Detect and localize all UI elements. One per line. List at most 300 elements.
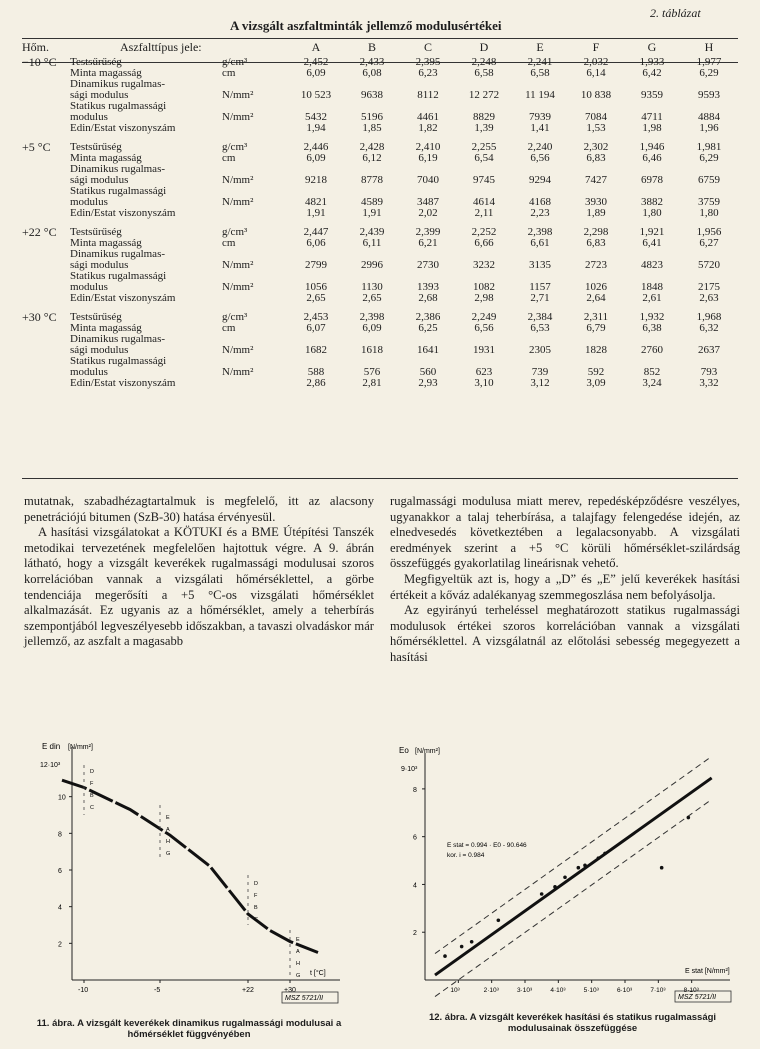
fig12-data-point <box>460 945 464 949</box>
value-cell: 9218 <box>305 174 327 186</box>
value-cell: 2,65 <box>362 292 382 304</box>
value-cell: 2,384 <box>527 311 553 323</box>
fig12-data-point <box>470 940 474 944</box>
value-cell: 2,86 <box>306 377 326 389</box>
value-cell: 6,66 <box>474 237 494 249</box>
property-label: Testsűrűség <box>70 311 122 323</box>
fig11-xtick-label: -10 <box>78 987 89 994</box>
table-number: 2. táblázat <box>650 6 701 20</box>
value-cell: 6,09 <box>362 322 382 334</box>
unit-cell <box>222 378 288 389</box>
value-cell: 1,98 <box>642 122 662 134</box>
value-cell: 2,447 <box>303 226 329 238</box>
property-label: Statikus rugalmassági <box>70 270 167 282</box>
value-cell: 11 194 <box>525 89 555 101</box>
value-cell: 4461 <box>417 111 439 123</box>
value-cell: 6,11 <box>362 237 382 249</box>
value-cell: 7427 <box>585 174 607 186</box>
value-cell: 6,61 <box>530 237 550 249</box>
value-cell: 1,80 <box>699 207 719 219</box>
fig11-marker-label: B <box>90 793 94 799</box>
value-cell: 6,41 <box>642 237 662 249</box>
value-cell: 1931 <box>473 344 495 356</box>
property-label: modulus <box>70 111 108 123</box>
fig12-xunit: E stat [N/mm²] <box>685 968 730 975</box>
value-cell: 3135 <box>529 259 551 271</box>
paragraph: A hasítási vizsgálatokat a KÖTUKI és a BME Útépítési Tanszék metodikai tervezetének megfelelően hajtottuk végre. A 9. ábrán látható, hogy a vizsgált keverékek rugalmassági modulusai szoros korrelációban vannak a vizsgálati hőmérséklettel, a görbe tendenciája megerősíti a +5 °C-os vizsgálati hőmérséklet alkalmazását. Ez ugyanis az a hőmérséklet, amely a teherbírás szempontjából legveszélyesebb időszakban, a tavaszi olvadáskor már jellemző, az aszfalt a magasabb <box>24 525 374 649</box>
value-cell: 3930 <box>585 196 607 208</box>
figure-11-caption: 11. ábra. A vizsgált keverékek dinamikus rugalmassági modulusai a hőmérséklet függvényében <box>36 1018 342 1040</box>
value-cell: 6,38 <box>642 322 662 334</box>
property-label: Testsűrűség <box>70 226 122 238</box>
fig12-equation: E stat = 0.994 · E0 - 90.646 <box>447 842 527 849</box>
value-cell: 1,80 <box>642 207 662 219</box>
unit-cell: g/cm³ <box>222 56 248 68</box>
table-row <box>22 378 738 389</box>
value-cell: 1618 <box>361 344 383 356</box>
property-label: Dinamikus rugalmas- <box>70 333 166 345</box>
value-cell: 2,11 <box>474 207 494 219</box>
property-label: Edin/Estat viszonyszám <box>70 207 176 219</box>
property-label: Dinamikus rugalmas- <box>70 78 166 90</box>
property-label: Testsűrűség <box>70 56 122 68</box>
property-label: Testsűrűség <box>70 141 122 153</box>
value-cell: 7084 <box>585 111 607 123</box>
value-cell: 2,032 <box>583 56 609 68</box>
value-cell: 6,58 <box>474 67 494 79</box>
value-cell: 576 <box>363 366 381 378</box>
unit-cell: N/mm² <box>222 174 254 186</box>
table-row <box>22 208 738 219</box>
value-cell: 2305 <box>529 344 551 356</box>
fig11-marker-label: H <box>166 839 170 845</box>
unit-cell: cm <box>222 237 236 249</box>
value-cell: 2,452 <box>303 56 329 68</box>
value-cell: 2,252 <box>471 226 497 238</box>
property-label: sági modulus <box>70 259 129 271</box>
unit-cell <box>222 208 288 219</box>
value-cell: 5432 <box>305 111 327 123</box>
value-cell: 1082 <box>473 281 495 293</box>
header-col-b: B <box>367 40 376 54</box>
fig11-stamp: MSZ 5721/II <box>285 995 324 1002</box>
value-cell: 9593 <box>698 89 720 101</box>
value-cell: 6,06 <box>306 237 326 249</box>
value-cell: 2,68 <box>418 292 438 304</box>
value-cell: 6,19 <box>418 152 438 164</box>
value-cell: 6,56 <box>530 152 550 164</box>
unit-cell: N/mm² <box>222 366 254 378</box>
fig11-marker-label: A <box>166 827 170 833</box>
value-cell: 2,64 <box>586 292 606 304</box>
fig12-data-point <box>540 892 544 896</box>
unit-cell: N/mm² <box>222 196 254 208</box>
fig11-ytick-label: 6 <box>58 868 62 875</box>
table-header-row <box>22 38 738 57</box>
figure-12-chart <box>395 735 740 1010</box>
value-cell: 2,311 <box>583 311 609 323</box>
value-cell: 2,255 <box>471 141 497 153</box>
value-cell: 1,89 <box>586 207 606 219</box>
value-cell: 4821 <box>305 196 327 208</box>
property-label: Minta magasság <box>70 237 142 249</box>
value-cell: 10 523 <box>300 89 332 101</box>
value-cell: 1,956 <box>696 226 722 238</box>
value-cell: 592 <box>587 366 605 378</box>
text-column-left <box>24 494 374 650</box>
fig11-marker-label: E <box>296 937 300 943</box>
value-cell: 2637 <box>698 344 720 356</box>
property-label: Minta magasság <box>70 152 142 164</box>
fig11-marker-label: D <box>254 881 258 887</box>
value-cell: 2,410 <box>415 141 441 153</box>
value-cell: 2,395 <box>415 56 441 68</box>
value-cell: 6,09 <box>306 67 326 79</box>
fig11-ytick-label: 2 <box>58 941 62 949</box>
property-label: Statikus rugalmassági <box>70 185 167 197</box>
fig12-correlation: kor. i = 0.984 <box>447 852 485 859</box>
value-cell: 6,29 <box>699 67 719 79</box>
text-column-right <box>390 494 740 666</box>
value-cell: 1,933 <box>639 56 665 68</box>
value-cell: 6,56 <box>474 322 494 334</box>
value-cell: 4711 <box>641 111 663 123</box>
value-cell: 2799 <box>305 259 327 271</box>
fig12-ytick-label: 2 <box>413 930 417 938</box>
property-label: sági modulus <box>70 174 129 186</box>
fig12-xtick-label: 10³ <box>450 987 460 994</box>
value-cell: 9359 <box>641 89 663 101</box>
fig11-marker-label: C <box>254 917 258 923</box>
value-cell: 1848 <box>641 281 663 293</box>
figure-12-caption: 12. ábra. A vizsgált keverékek hasítási és statikus rugalmassági modulusainak összefüggése <box>428 1012 717 1034</box>
value-cell: 1,932 <box>639 311 665 323</box>
fig12-data-point <box>577 866 581 870</box>
property-label: Minta magasság <box>70 322 142 334</box>
value-cell: 2760 <box>641 344 663 356</box>
paragraph: Megfigyeltük azt is, hogy a „D” és „E” jelű keverékek hasítási értékeit a kőváz adalékanyag szemmegoszlása nem befolyásolja. <box>390 571 740 602</box>
fig12-ytick-label: 4 <box>413 882 417 890</box>
value-cell: 2,248 <box>471 56 497 68</box>
fig11-marker-label: E <box>166 815 170 821</box>
value-cell: 2,446 <box>303 141 329 153</box>
fig11-ytop: 12·10³ <box>40 762 61 769</box>
value-cell: 9638 <box>361 89 383 101</box>
value-cell: 2,298 <box>583 226 609 238</box>
value-cell: 1,91 <box>362 207 382 219</box>
value-cell: 2,240 <box>527 141 553 153</box>
value-cell: 2,386 <box>415 311 441 323</box>
fig12-data-point <box>553 885 557 889</box>
value-cell: 1,96 <box>699 122 719 134</box>
value-cell: 6,21 <box>418 237 438 249</box>
temperature-cell: +30 °C <box>22 310 57 324</box>
fig11-marker-label: B <box>254 905 258 911</box>
header-col-a: A <box>311 40 321 54</box>
fig12-regression-line <box>435 778 712 975</box>
value-cell: 6759 <box>698 174 720 186</box>
paragraph: Az egyirányú terheléssel meghatározott statikus rugalmassági modulusok értékei szoros korrelációban vannak a vizsgálati hőmérséklettel. A vizsgálatnál az előtolási sebesség megegyezett a hasítási <box>390 603 740 664</box>
value-cell: 1026 <box>585 281 607 293</box>
fig11-xtick-label: +30 <box>284 987 296 994</box>
value-cell: 2,399 <box>415 226 441 238</box>
value-cell: 2,61 <box>642 292 662 304</box>
value-cell: 1,981 <box>696 141 722 153</box>
value-cell: 3487 <box>417 196 439 208</box>
fig12-lower-band <box>435 799 712 996</box>
paragraph: mutatnak, szabadhézagtartalmuk is megfelelő, itt az alacsony penetrációjú bitumen (SzB-30) hatása érvényesül. <box>24 494 374 524</box>
value-cell: 2,81 <box>362 377 382 389</box>
value-cell: 12 272 <box>468 89 500 101</box>
value-cell: 6,29 <box>699 152 719 164</box>
value-cell: 2723 <box>585 259 607 271</box>
fig12-data-point <box>583 864 587 868</box>
fig11-ytick-label: 10 <box>58 794 66 802</box>
value-cell: 588 <box>307 366 325 378</box>
value-cell: 2,302 <box>583 141 609 153</box>
value-cell: 2996 <box>361 259 383 271</box>
unit-cell: cm <box>222 152 236 164</box>
unit-cell: N/mm² <box>222 281 254 293</box>
value-cell: 2,453 <box>303 311 329 323</box>
fig12-ytick-label: 8 <box>413 786 417 794</box>
value-cell: 3232 <box>473 259 495 271</box>
value-cell: 560 <box>419 366 437 378</box>
value-cell: 6,54 <box>474 152 494 164</box>
fig12-xtick-label: 2·10³ <box>483 987 499 994</box>
value-cell: 7040 <box>417 174 439 186</box>
temperature-cell: +22 °C <box>22 225 57 239</box>
value-cell: 852 <box>643 366 661 378</box>
value-cell: 8778 <box>361 174 383 186</box>
property-label: Statikus rugalmassági <box>70 100 167 112</box>
value-cell: 1,94 <box>306 122 326 134</box>
fig11-marker-label: G <box>296 973 301 979</box>
value-cell: 6,83 <box>586 152 606 164</box>
property-label: sági modulus <box>70 89 129 101</box>
fig11-marker-label: F <box>254 893 258 899</box>
value-cell: 2,71 <box>530 292 550 304</box>
value-cell: 1,91 <box>306 207 326 219</box>
value-cell: 793 <box>700 366 718 378</box>
fig11-xtick-label: -5 <box>154 987 161 994</box>
fig12-yunit: [N/mm²] <box>415 748 440 755</box>
value-cell: 1828 <box>585 344 607 356</box>
fig11-ytick-label: 8 <box>58 831 62 839</box>
property-label: modulus <box>70 366 108 378</box>
value-cell: 1,977 <box>696 56 722 68</box>
fig12-xtick-label: 3·10³ <box>517 987 533 994</box>
table-caption: A vizsgált aszfaltminták jellemző modulusértékei <box>230 18 502 33</box>
value-cell: 3,12 <box>530 377 550 389</box>
value-cell: 2,98 <box>474 292 494 304</box>
value-cell: 2,63 <box>699 292 719 304</box>
value-cell: 6,79 <box>586 322 606 334</box>
fig12-data-point <box>660 866 664 870</box>
modulus-table <box>22 38 738 389</box>
value-cell: 6,09 <box>306 152 326 164</box>
header-col-e: E <box>536 40 544 54</box>
value-cell: 6,53 <box>530 322 550 334</box>
value-cell: 4589 <box>361 196 383 208</box>
fig12-data-point <box>497 918 501 922</box>
fig11-curve <box>62 780 318 952</box>
unit-cell: g/cm³ <box>222 311 248 323</box>
value-cell: 6,32 <box>699 322 719 334</box>
fig11-ylabel: E din <box>42 742 61 751</box>
property-label: modulus <box>70 196 108 208</box>
value-cell: 6,12 <box>362 152 382 164</box>
fig12-xtick-label: 5·10³ <box>583 987 599 994</box>
unit-cell: g/cm³ <box>222 226 248 238</box>
unit-cell: N/mm² <box>222 259 254 271</box>
fig12-ytick-label: 6 <box>413 834 417 842</box>
fig12-data-point <box>563 875 567 879</box>
fig12-data-point <box>603 852 607 856</box>
value-cell: 2,433 <box>359 56 385 68</box>
value-cell: 3,24 <box>642 377 662 389</box>
value-cell: 3759 <box>698 196 720 208</box>
header-col-h: H <box>704 40 714 54</box>
property-label: Dinamikus rugalmas- <box>70 248 166 260</box>
fig12-xtick-label: 7·10³ <box>650 987 666 994</box>
fig11-marker-label: C <box>90 805 94 811</box>
value-cell: 8829 <box>473 111 495 123</box>
temperature-cell: +5 °C <box>22 140 51 154</box>
value-cell: 1,921 <box>639 226 665 238</box>
value-cell: 2,93 <box>418 377 438 389</box>
value-cell: 2,02 <box>418 207 438 219</box>
value-cell: 4884 <box>698 111 720 123</box>
value-cell: 1157 <box>529 281 551 293</box>
header-col-g: G <box>647 40 657 54</box>
value-cell: 2,249 <box>471 311 497 323</box>
property-label: Dinamikus rugalmas- <box>70 163 166 175</box>
temperature-cell: −10 °C <box>22 55 57 69</box>
fig11-marker-label: D <box>90 769 94 775</box>
value-cell: 3,32 <box>699 377 719 389</box>
value-cell: 6,23 <box>418 67 438 79</box>
value-cell: 2,439 <box>359 226 385 238</box>
value-cell: 4168 <box>529 196 551 208</box>
value-cell: 1,968 <box>696 311 722 323</box>
header-col-c: C <box>423 40 432 54</box>
fig12-data-point <box>597 856 601 860</box>
table-row <box>22 356 738 367</box>
fig11-marker-label: H <box>296 961 300 967</box>
fig12-ytop: 9·10³ <box>401 766 418 773</box>
fig11-marker-label: F <box>90 781 94 787</box>
value-cell: 2,241 <box>527 56 553 68</box>
fig11-yunit: [N/mm²] <box>68 744 93 751</box>
value-cell: 1,41 <box>530 122 550 134</box>
unit-cell: cm <box>222 67 236 79</box>
fig11-xunit: t [°C] <box>310 970 326 977</box>
fig12-data-point <box>443 954 447 958</box>
value-cell: 8112 <box>417 89 439 101</box>
value-cell: 1056 <box>305 281 327 293</box>
unit-cell <box>222 123 288 134</box>
value-cell: 2,65 <box>306 292 326 304</box>
fig12-xtick-label: 6·10³ <box>617 987 633 994</box>
value-cell: 6,83 <box>586 237 606 249</box>
fig12-stamp: MSZ 5721/II <box>678 994 717 1001</box>
table-bottom-rule <box>22 478 738 479</box>
fig11-marker-label: A <box>296 949 300 955</box>
value-cell: 4823 <box>641 259 663 271</box>
value-cell: 5196 <box>361 111 383 123</box>
value-cell: 6,58 <box>530 67 550 79</box>
value-cell: 1393 <box>417 281 439 293</box>
value-cell: 2,23 <box>530 207 550 219</box>
value-cell: 5720 <box>698 259 720 271</box>
fig12-xtick-label: 4·10³ <box>550 987 566 994</box>
value-cell: 6978 <box>641 174 663 186</box>
value-cell: 623 <box>475 366 493 378</box>
property-label: Edin/Estat viszonyszám <box>70 377 176 389</box>
header-col-d: D <box>479 40 489 54</box>
property-label: modulus <box>70 281 108 293</box>
unit-cell: N/mm² <box>222 89 254 101</box>
table-row <box>22 123 738 134</box>
value-cell: 1,85 <box>362 122 382 134</box>
fig11-xtick-label: +22 <box>242 987 254 994</box>
value-cell: 6,46 <box>642 152 662 164</box>
value-cell: 2,398 <box>527 226 553 238</box>
unit-cell <box>222 293 288 304</box>
value-cell: 6,07 <box>306 322 326 334</box>
table-row <box>22 293 738 304</box>
property-label: Edin/Estat viszonyszám <box>70 292 176 304</box>
value-cell: 2175 <box>698 281 720 293</box>
property-label: Statikus rugalmassági <box>70 355 167 367</box>
value-cell: 3882 <box>641 196 663 208</box>
property-label: Minta magasság <box>70 67 142 79</box>
property-label: sági modulus <box>70 344 129 356</box>
fig12-xtick-label: 8·10³ <box>683 987 699 994</box>
value-cell: 9294 <box>529 174 551 186</box>
value-cell: 1,946 <box>639 141 665 153</box>
value-cell: 1,53 <box>586 122 606 134</box>
header-col-f: F <box>592 40 600 54</box>
value-cell: 1,82 <box>418 122 438 134</box>
fig11-marker-label: G <box>166 851 171 857</box>
unit-cell: N/mm² <box>222 344 254 356</box>
property-label: Edin/Estat viszonyszám <box>70 122 176 134</box>
fig11-ytick-label: 4 <box>58 904 62 912</box>
unit-cell: N/mm² <box>222 111 254 123</box>
fig12-ylabel: Eo <box>399 746 409 755</box>
figure-11-chart <box>20 735 360 1015</box>
value-cell: 1,39 <box>474 122 494 134</box>
value-cell: 2730 <box>417 259 439 271</box>
value-cell: 4614 <box>473 196 495 208</box>
value-cell: 7939 <box>529 111 551 123</box>
header-type: Aszfalttípus jele: <box>120 40 202 54</box>
value-cell: 10 838 <box>580 89 612 101</box>
value-cell: 6,27 <box>699 237 719 249</box>
value-cell: 6,14 <box>586 67 606 79</box>
value-cell: 3,10 <box>474 377 494 389</box>
value-cell: 1641 <box>417 344 439 356</box>
value-cell: 2,398 <box>359 311 385 323</box>
header-temp: Hőm. <box>22 40 49 54</box>
fig12-data-point <box>687 816 691 820</box>
value-cell: 6,08 <box>362 67 382 79</box>
value-cell: 6,42 <box>642 67 662 79</box>
unit-cell: g/cm³ <box>222 141 248 153</box>
paragraph: rugalmassági modulusa miatt merev, repedésképződésre veszélyes, ugyanakkor a talaj teherbírása, a talajfagy felengedése idején, az elnedvesedés következtében a legalacsonyabb. A vizsgálati eredmények szerint a +5 °C körüli hőmérséklet-szilárdság összefüggés gyakorlatilag lineárisnak vehető. <box>390 494 740 571</box>
